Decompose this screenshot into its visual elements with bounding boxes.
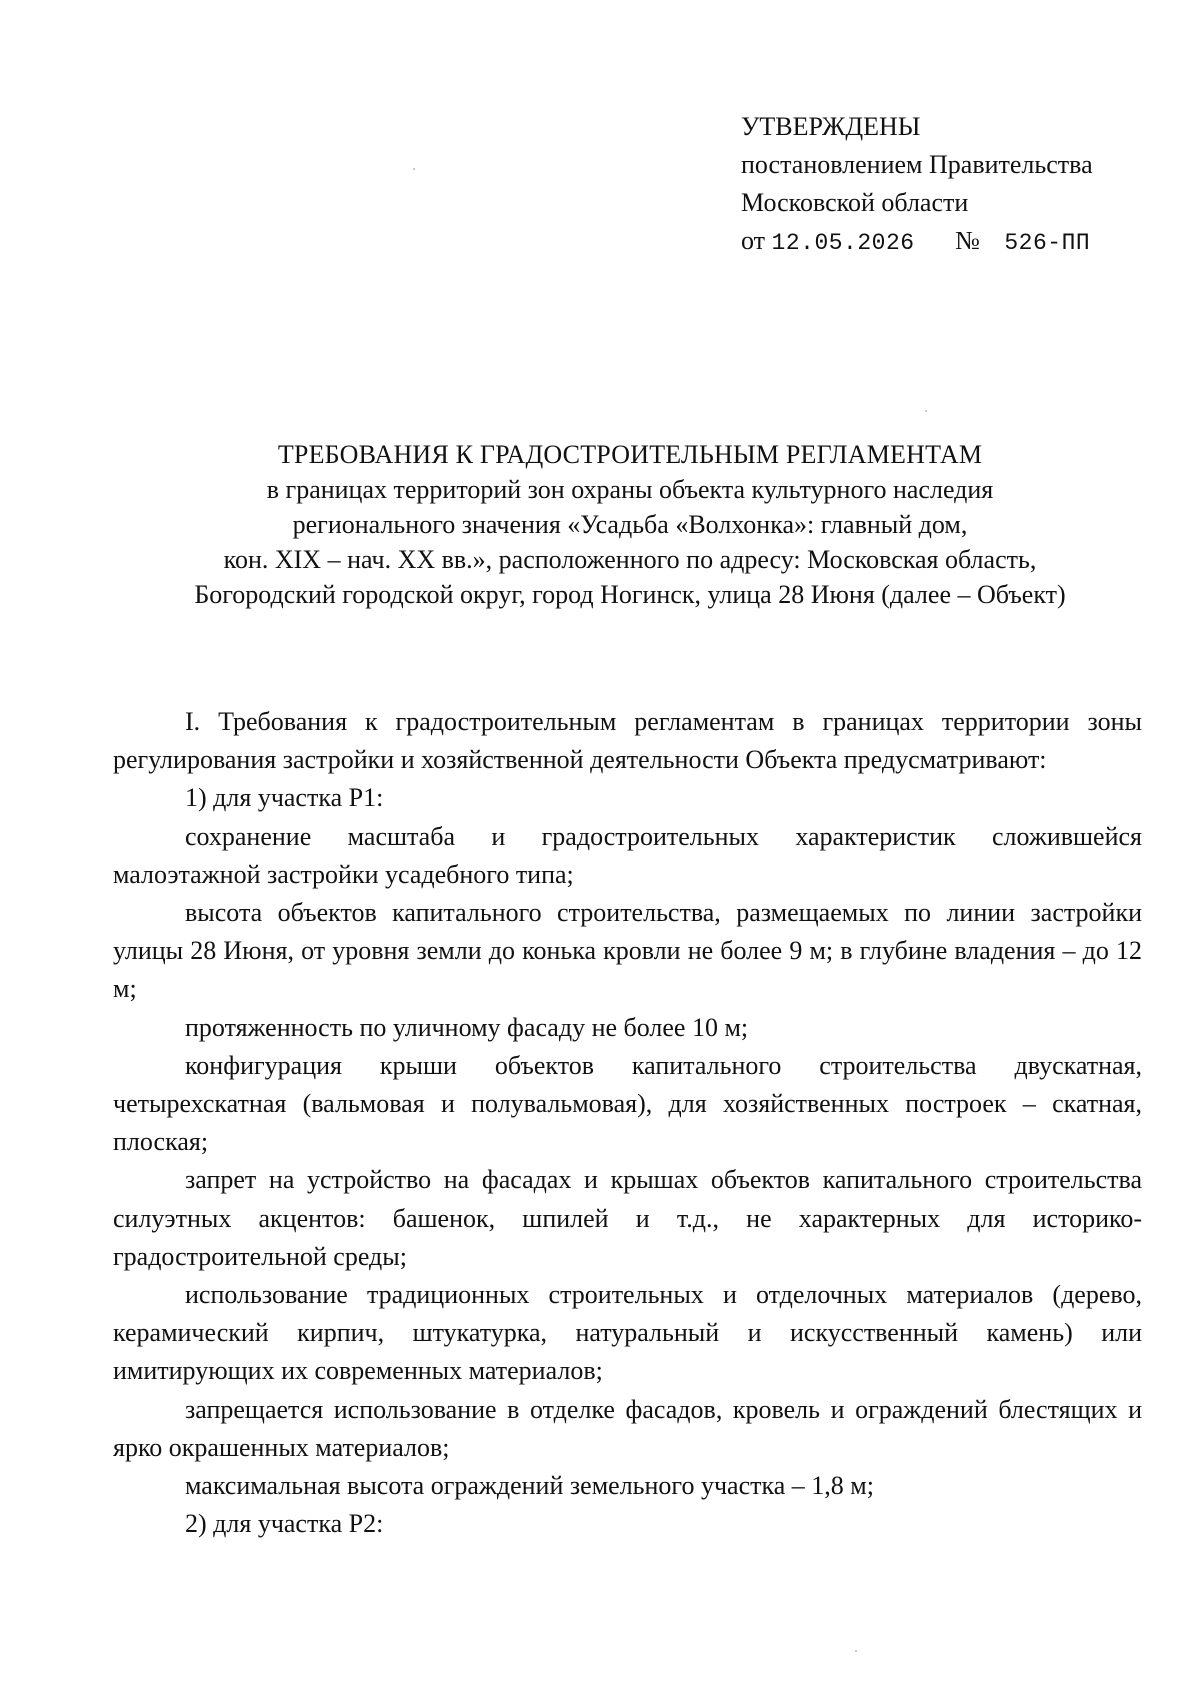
document-title (110, 437, 1150, 612)
title-line: в границах территорий зон охраны объекта культурного наследия (266, 475, 994, 504)
number-sign: № (955, 226, 980, 255)
title-line: регионального значения «Усадьба «Волхонка»: главный дом, (292, 510, 968, 539)
scan-speck (413, 168, 415, 170)
approval-issuer-line2: Московской области (741, 188, 969, 217)
scan-speck (925, 410, 927, 412)
approval-issuer-line1: постановлением Правительства (741, 150, 1093, 179)
body-paragraph: сохранение масштаба и градостроительных характеристик сложившейся малоэтажной застройки усадебного типа; (113, 821, 1142, 889)
approval-number: 526-ПП (1004, 230, 1091, 256)
body-paragraph: протяженность по уличному фасаду не более 10 м; (185, 1012, 749, 1042)
approval-stamp (741, 108, 1161, 262)
approval-date-number (741, 222, 1161, 262)
title-line: кон. XIX – нач. XX вв.», расположенного по адресу: Московская область, (223, 545, 1037, 574)
body-paragraph: использование традиционных строительных и отделочных материалов (дерево, керамический кирпич, штукатурка, натуральный и искусственный камень) или имитирующих их современных материалов; (113, 1280, 1142, 1386)
body-paragraph: 1) для участка Р1: (185, 783, 384, 813)
body-paragraph: конфигурация крыши объектов капитального строительства двускатная, четырехскатная (вальмовая и полувальмовая), для хозяйственных построек – скатная, плоская; (113, 1050, 1142, 1157)
title-heading: ТРЕБОВАНИЯ К ГРАДОСТРОИТЕЛЬНЫМ РЕГЛАМЕНТАМ (277, 440, 983, 469)
body-paragraph: 2) для участка Р2: (185, 1509, 384, 1539)
body-paragraph: I. Требования к градостроительным регламентам в границах территории зоны регулирования застройки и хозяйственной деятельности Объекта предусматривают: (113, 707, 1142, 775)
title-line: Богородский городской округ, город Ногинск, улица 28 Июня (далее – Объект) (194, 580, 1066, 609)
approval-title: УТВЕРЖДЕНЫ (741, 112, 921, 141)
document-body (113, 703, 1142, 1543)
body-paragraph: запрещается использование в отделке фасадов, кровель и ограждений блестящих и ярко окрашенных материалов; (113, 1394, 1142, 1462)
approval-date: 12.05.2026 (771, 230, 915, 256)
scan-speck (855, 1650, 857, 1652)
date-prefix: от (741, 226, 766, 255)
body-paragraph: максимальная высота ограждений земельного участка – 1,8 м; (185, 1471, 874, 1501)
body-paragraph: высота объектов капитального строительства, размещаемых по линии застройки улицы 28 Июня, от уровня земли до конька кровли не более 9 м; в глубине владения – до 12 м; (113, 898, 1142, 1004)
body-paragraph: запрет на устройство на фасадах и крышах объектов капитального строительства силуэтных акцентов: башенок, шпилей и т.д., не характерных для историко-градостроительной среды; (113, 1165, 1142, 1271)
